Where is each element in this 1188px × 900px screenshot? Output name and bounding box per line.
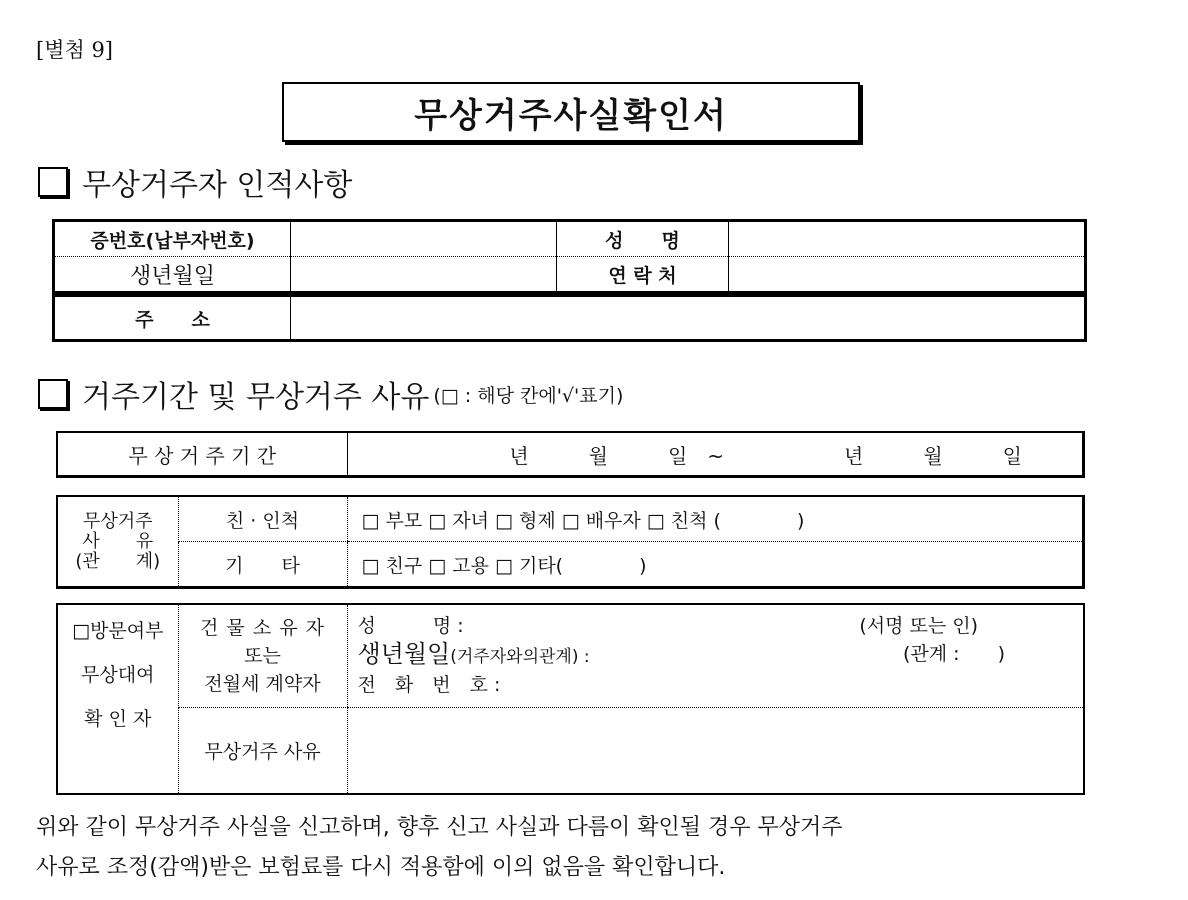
free-reason-label: 무상거주 사유 [178,707,347,794]
contact-label: 연 락 처 [557,257,729,293]
owner-label-cell [178,604,347,707]
owner-birth-field[interactable]: 생년월일 [357,640,451,669]
id-number-field[interactable] [291,221,557,257]
reason-label-line2: 사 유 [82,530,154,552]
name-field[interactable] [729,221,1086,257]
period-table [56,431,1085,478]
section1-heading [38,160,352,204]
attachment-label: [별첨 9] [36,38,113,62]
free-lease-label: 무상대여 [81,664,155,686]
address-field[interactable] [291,296,1086,341]
reason-label-line3: (관 계) [75,550,161,572]
name-label: 성 명 [557,221,729,257]
section1-label: 무상거주자 인적사항 [82,168,353,203]
section-square-icon [38,379,68,409]
confirmer-table [56,603,1085,795]
section-square-icon [38,167,68,197]
contact-field[interactable] [729,257,1086,293]
declaration-line1: 위와 같이 무상거주 사실을 신고하며, 향후 신고 사실과 다름이 확인될 경우 무상거주 [36,815,843,840]
address-table [52,294,1087,342]
id-number-label: 증번호(납부자번호) [54,221,291,257]
person-info-table [52,219,1087,294]
visit-checkbox-label[interactable]: □방문여부 [72,620,164,642]
address-label: 주 소 [135,308,210,331]
owner-label-line1: 건 물 소 유 자 [200,616,325,639]
other-options[interactable]: □ 친구 □ 고용 □ 기타( ) [347,542,1084,588]
confirmer-label: 확 인 자 [84,708,152,730]
section2-heading [38,372,623,416]
declaration-text [36,808,1146,888]
relation-note[interactable]: (관계 : ) [903,643,1005,666]
reason-label-line1: 무상거주 [82,510,153,532]
document-title-box [282,82,860,142]
owner-phone-field[interactable]: 전 화 번 호 : [357,674,501,697]
owner-label-line2: 또는 [244,644,281,667]
period-label: 무 상 거 주 기 간 [128,443,277,468]
reason-table [56,495,1085,589]
birth-label: 생년월일 [129,263,215,289]
owner-label-line3: 전월세 계약자 [204,672,321,695]
sign-note: (서명 또는 인) [859,615,978,638]
section2-note: (□ : 해당 칸에'√'표기) [433,384,624,407]
relatives-label: 친 · 인척 [178,496,347,542]
confirmer-label-cell [57,604,178,794]
birth-field[interactable] [291,257,557,293]
reason-label-cell [57,496,178,588]
declaration-line2: 사유로 조정(감액)받은 보험료를 다시 적용함에 이의 없음을 확인합니다. [36,855,726,880]
owner-name-field[interactable]: 성 명 : [357,615,464,638]
period-value[interactable]: 년 월 일 ~ 년 월 일 [347,432,1084,477]
free-reason-field[interactable] [347,707,1084,794]
owner-birth-note: (거주자와의관계) : [450,647,590,668]
other-label: 기 타 [178,542,347,588]
relatives-options[interactable]: □ 부모 □ 자녀 □ 형제 □ 배우자 □ 친척 ( ) [347,496,1084,542]
owner-info-cell [347,604,1084,707]
document-title: 무상거주사실확인서 [414,95,728,136]
section2-label: 거주기간 및 무상거주 사유 [82,380,430,415]
